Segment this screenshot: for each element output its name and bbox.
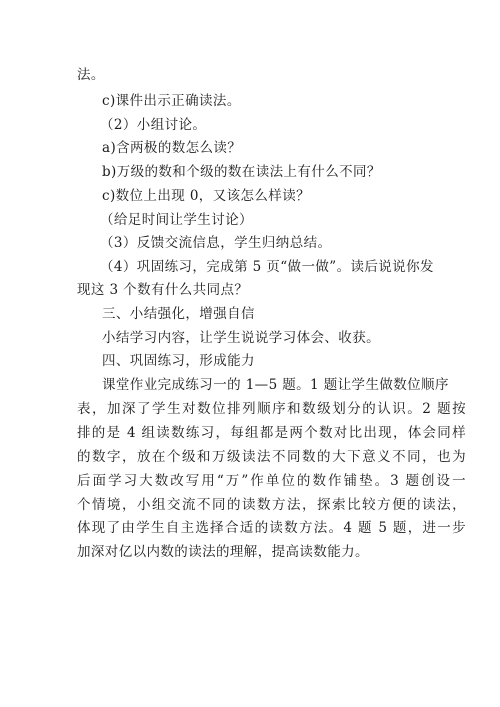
text-line: 四、巩固练习，形成能力: [102, 353, 255, 369]
text-line: 排的是 4 组读数练习，每组都是两个数对比出现，体会同样: [77, 425, 466, 441]
text-line: c)数位上出现 0，又该怎么样读？: [102, 188, 311, 204]
text-line: 小结学习内容，让学生说说学习体会、收获。: [102, 330, 380, 346]
text-line: 法。: [77, 67, 105, 83]
text-line: 三、小结强化，增强自信: [102, 306, 255, 322]
text-line: 的数字，放在个级和万级读法不同数的大下意义不同，也为: [77, 449, 466, 465]
text-line: （4）巩固练习，完成第 5 页“做一做”。读后说说你发: [100, 259, 434, 275]
text-line: （2）小组讨论。: [100, 117, 207, 133]
text-line: （3）反馈交流信息，学生归纳总结。: [100, 235, 332, 251]
text-line: 个情境，小组交流不同的读数方法，探索比较方便的读法，: [77, 497, 466, 513]
text-line: 后面学习大数改写用“万”作单位的数作铺垫。3 题创设一: [77, 473, 466, 489]
text-line: 体现了由学生自主选择合适的读数方法。4 题 5 题，进一步: [77, 520, 466, 536]
text-line: a)含两极的数怎么读？: [102, 140, 242, 156]
text-line: 表，加深了学生对数位排列顺序和数级划分的认识。2 题按: [77, 401, 466, 417]
text-line: 加深对亿以内数的读法的理解，提高读数能力。: [77, 544, 369, 560]
text-line: 现这 3 个数有什么共同点？: [77, 282, 249, 298]
text-line: b)万级的数和个级的数在读法上有什么不同？: [102, 164, 381, 180]
text-line: （给足时间让学生讨论）: [100, 212, 253, 228]
text-line: 课堂作业完成练习一的 1—5 题。1 题让学生做数位顺序: [102, 377, 449, 393]
text-line: c)课件出示正确读法。: [102, 93, 241, 109]
